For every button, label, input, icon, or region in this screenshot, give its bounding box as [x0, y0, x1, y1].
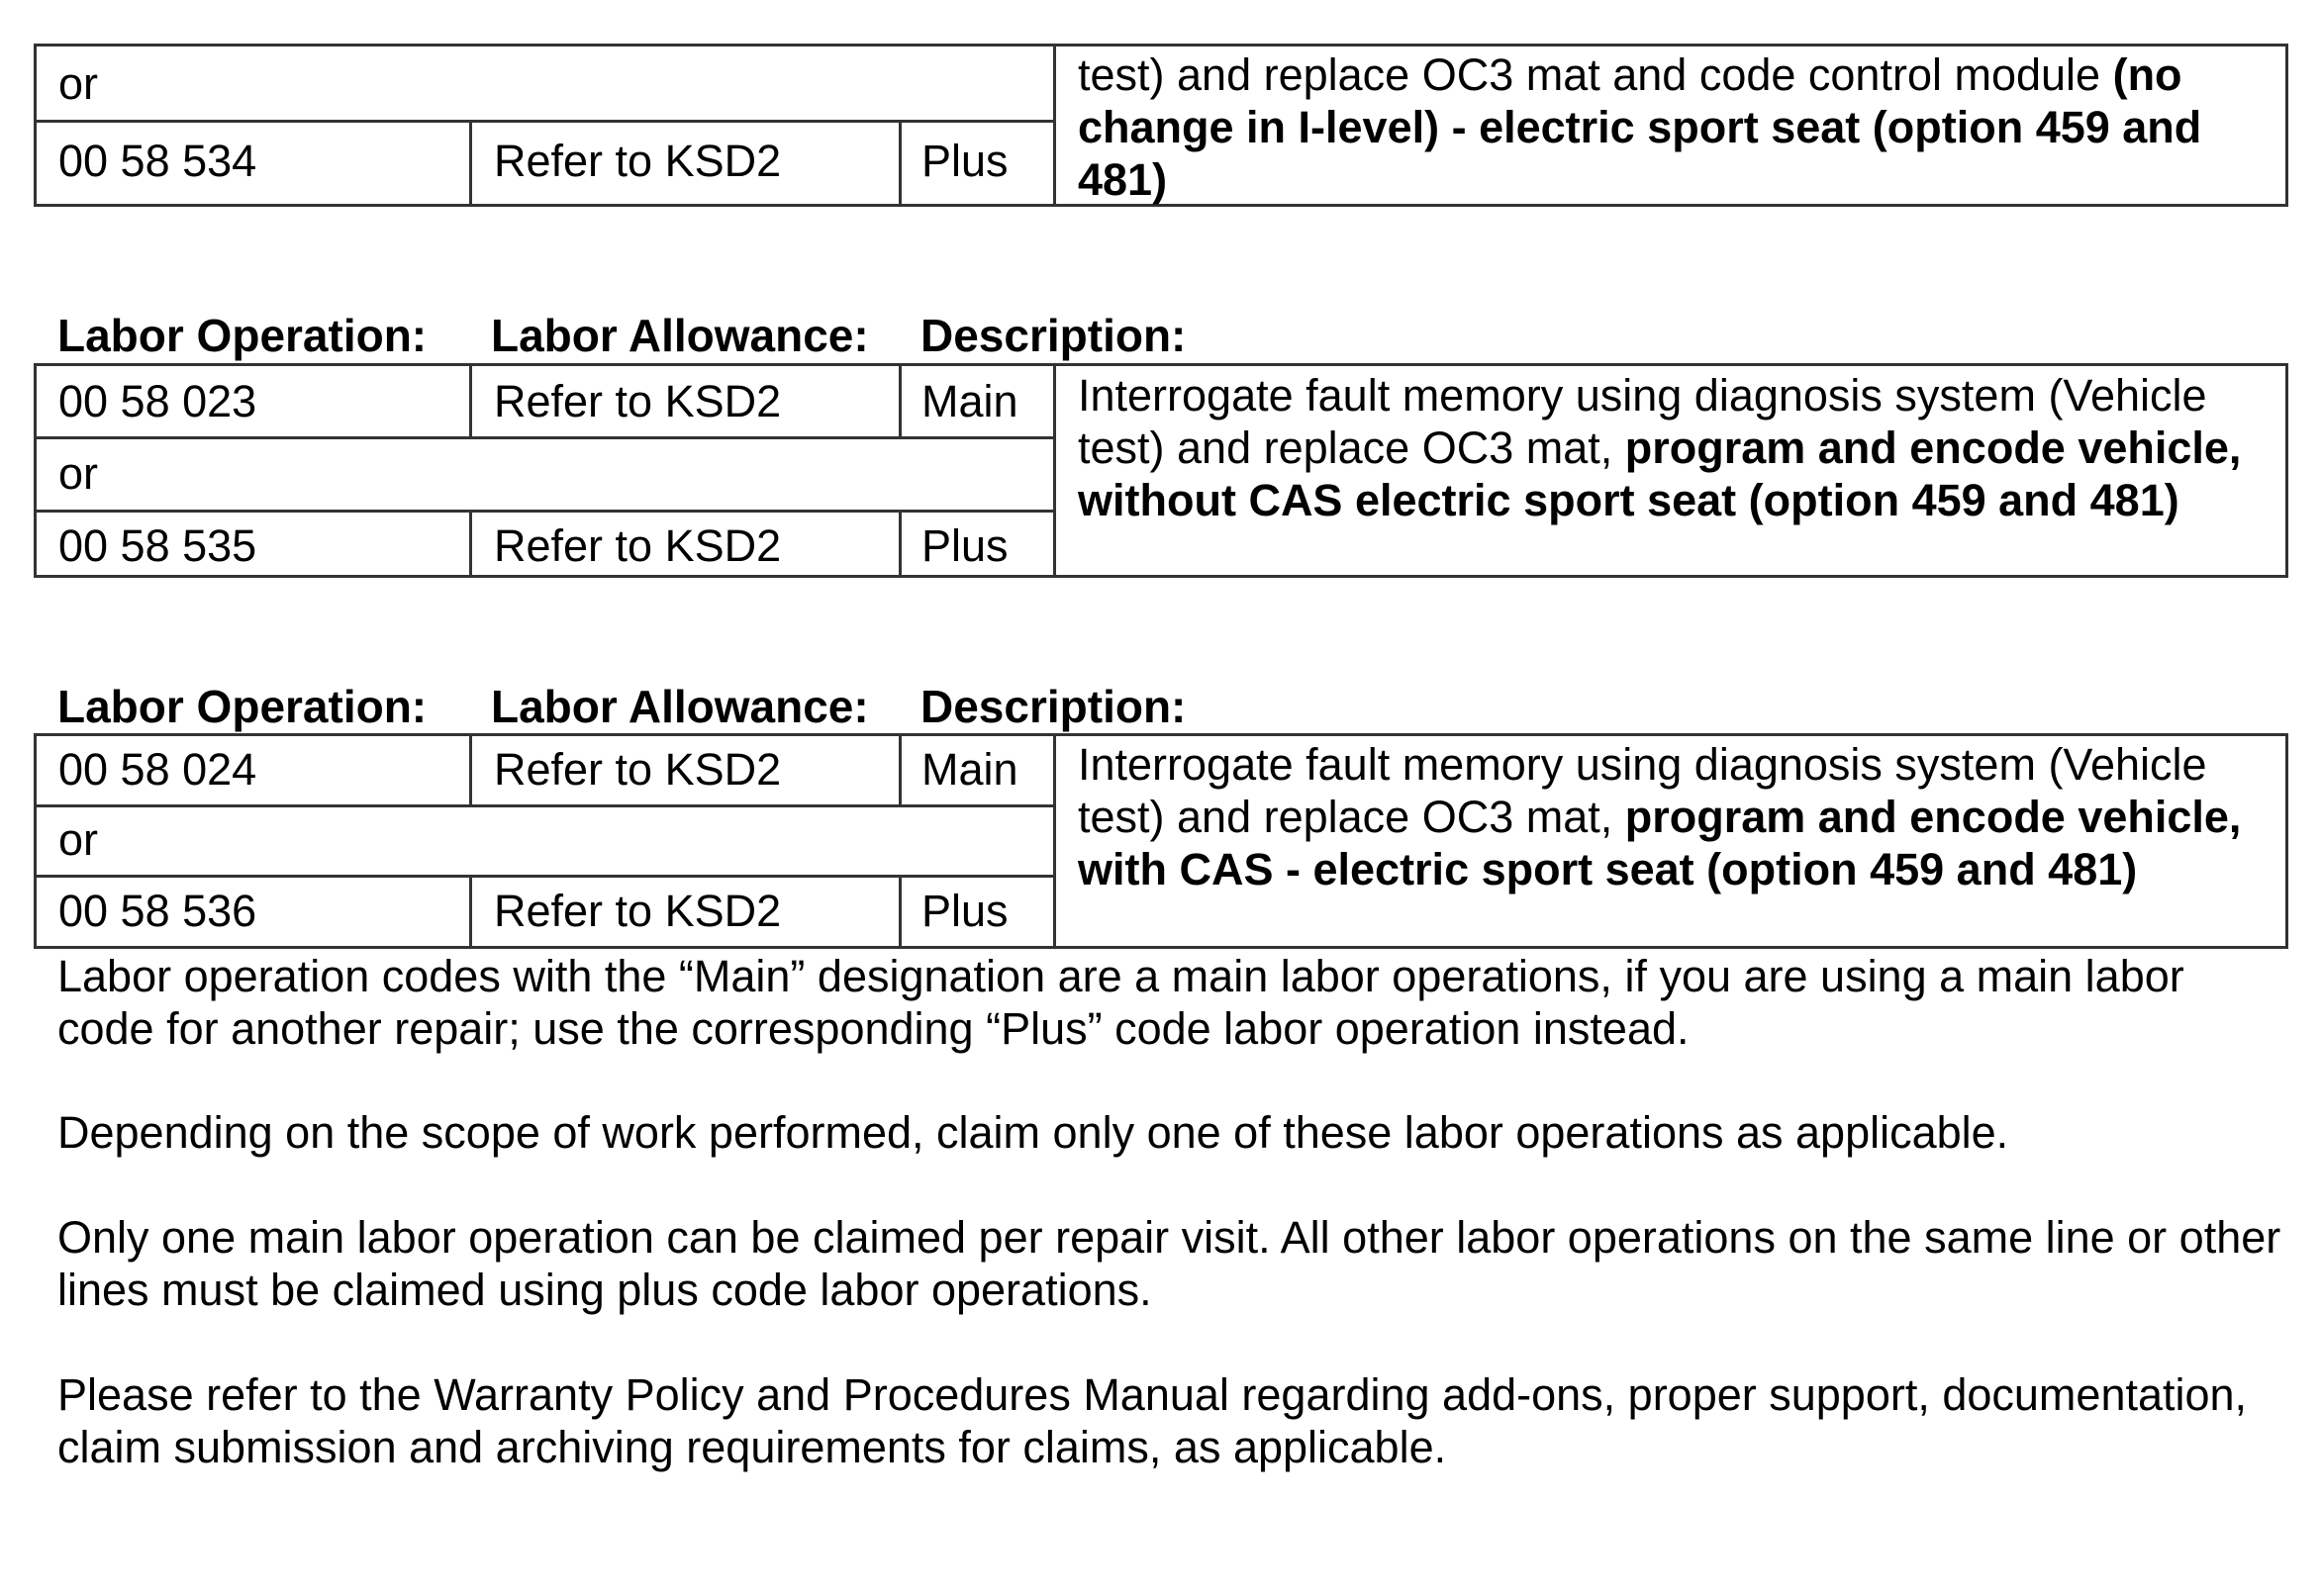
description-bold: (no change in I-level) - electric sport seat (option 459 and 481): [1078, 49, 2202, 205]
main-plus-note: Labor operation codes with the “Main” designation are a main labor operations, if you are using a main labor code for another repair; use the corresponding “Plus” code labor operation instead.: [57, 951, 2184, 1054]
labor-allowance: Refer to KSD2: [494, 376, 782, 426]
or-label: or: [58, 448, 99, 499]
or-label: or: [58, 814, 99, 865]
warranty-manual-note: Please refer to the Warranty Policy and Procedures Manual regarding add-ons, proper support, documentation, claim submission and archiving requirements for claims, as applicable.: [57, 1369, 2248, 1472]
scope-note: Depending on the scope of work performed, claim only one of these labor operations as applicable.: [57, 1107, 2009, 1158]
header-labor-allowance: Labor Allowance:: [491, 681, 869, 732]
header-description: Description:: [920, 310, 1187, 361]
header-labor-allowance: Labor Allowance:: [491, 310, 869, 361]
labor-allowance: Refer to KSD2: [494, 886, 782, 936]
labor-type: Plus: [921, 520, 1009, 571]
labor-type: Plus: [921, 136, 1009, 186]
description-bold: program and encode vehicle, with CAS - electric sport seat (option 459 and 481): [1078, 792, 2242, 894]
labor-code: 00 58 024: [58, 744, 257, 795]
labor-type: Main: [921, 744, 1018, 795]
description-text: test) and replace OC3 mat and code control module: [1078, 49, 2113, 100]
description: [1056, 738, 2285, 946]
description: [1056, 48, 2285, 204]
labor-allowance: Refer to KSD2: [494, 520, 782, 571]
or-label: or: [58, 58, 99, 109]
description: [1056, 369, 2285, 575]
header-labor-operation: Labor Operation:: [57, 310, 428, 361]
header-labor-operation: Labor Operation:: [57, 681, 428, 732]
one-main-operation-note: Only one main labor operation can be claimed per repair visit. All other labor operations on the same line or other lines must be claimed using plus code labor operations.: [57, 1212, 2281, 1315]
labor-table-1: [34, 44, 2288, 207]
description-bold: program and encode vehicle, without CAS electric sport seat (option 459 and 481): [1078, 422, 2242, 525]
labor-allowance: Refer to KSD2: [494, 744, 782, 795]
labor-code: 00 58 536: [58, 886, 257, 936]
labor-table-3: [34, 733, 2288, 949]
description-text: Interrogate fault memory using diagnosis system (Vehicle test) and replace OC3 mat,: [1078, 370, 2207, 473]
labor-code: 00 58 534: [58, 136, 257, 186]
labor-allowance: Refer to KSD2: [494, 136, 782, 186]
labor-code: 00 58 535: [58, 520, 257, 571]
labor-code: 00 58 023: [58, 376, 257, 426]
header-description: Description:: [920, 681, 1187, 732]
labor-type: Plus: [921, 886, 1009, 936]
labor-type: Main: [921, 376, 1018, 426]
labor-table-2: [34, 363, 2288, 578]
description-text: Interrogate fault memory using diagnosis system (Vehicle test) and replace OC3 mat,: [1078, 739, 2207, 842]
